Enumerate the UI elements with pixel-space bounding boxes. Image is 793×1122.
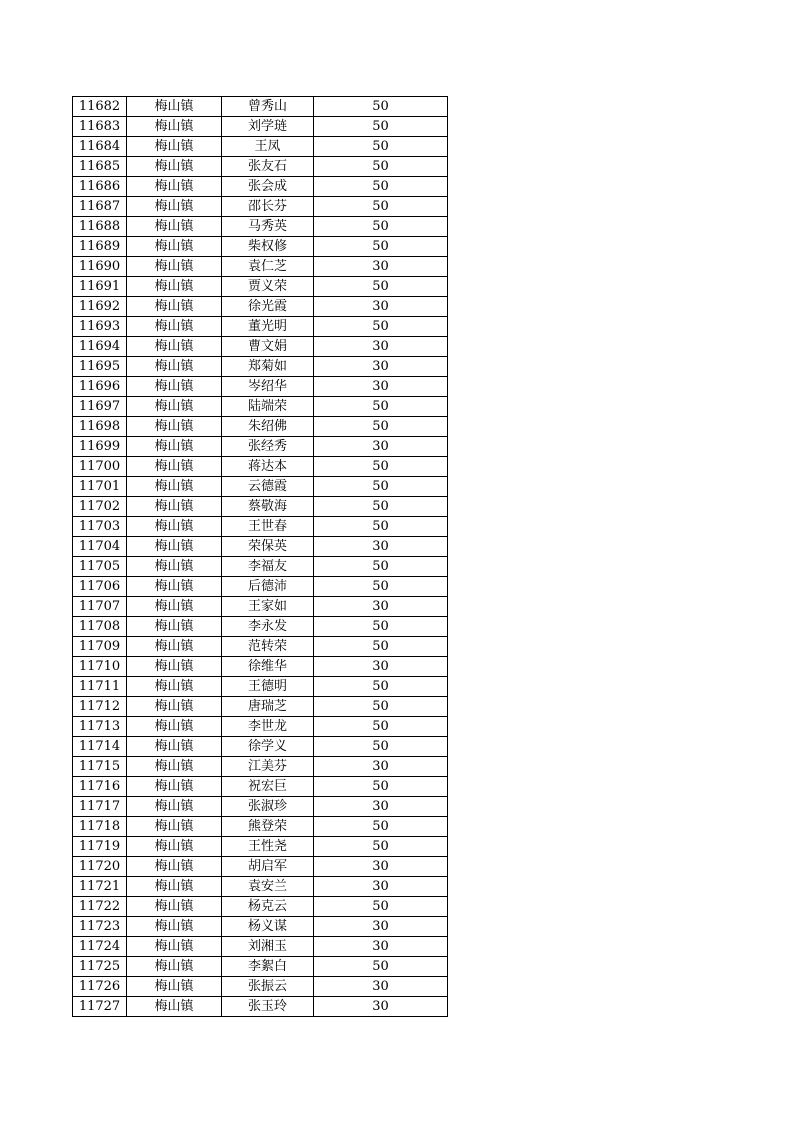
- table-row: [73, 697, 448, 717]
- town-cell: 梅山镇: [127, 757, 222, 777]
- table-row: [73, 137, 448, 157]
- record-id-cell: 11699: [73, 437, 127, 457]
- amount-cell: 50: [314, 637, 448, 657]
- amount-cell: 30: [314, 797, 448, 817]
- town-cell: 梅山镇: [127, 797, 222, 817]
- table-row: [73, 997, 448, 1017]
- record-id-cell: 11695: [73, 357, 127, 377]
- amount-cell: 50: [314, 237, 448, 257]
- town-cell: 梅山镇: [127, 637, 222, 657]
- record-id-cell: 11708: [73, 617, 127, 637]
- person-name-cell: 李福友: [222, 557, 314, 577]
- table-row: [73, 637, 448, 657]
- person-name-cell: 陆端荣: [222, 397, 314, 417]
- table-row: [73, 977, 448, 997]
- amount-cell: 30: [314, 977, 448, 997]
- table-row: [73, 577, 448, 597]
- person-name-cell: 袁仁芝: [222, 257, 314, 277]
- town-cell: 梅山镇: [127, 377, 222, 397]
- town-cell: 梅山镇: [127, 777, 222, 797]
- amount-cell: 50: [314, 197, 448, 217]
- table-row: [73, 537, 448, 557]
- town-cell: 梅山镇: [127, 897, 222, 917]
- table-row: [73, 857, 448, 877]
- amount-cell: 50: [314, 777, 448, 797]
- town-cell: 梅山镇: [127, 837, 222, 857]
- record-id-cell: 11725: [73, 957, 127, 977]
- town-cell: 梅山镇: [127, 117, 222, 137]
- amount-cell: 50: [314, 957, 448, 977]
- person-name-cell: 李絮白: [222, 957, 314, 977]
- person-name-cell: 蒋达本: [222, 457, 314, 477]
- table-row: [73, 197, 448, 217]
- amount-cell: 50: [314, 737, 448, 757]
- table-row: [73, 557, 448, 577]
- record-id-cell: 11719: [73, 837, 127, 857]
- table-row: [73, 717, 448, 737]
- table-row: [73, 737, 448, 757]
- town-cell: 梅山镇: [127, 717, 222, 737]
- record-id-cell: 11700: [73, 457, 127, 477]
- person-name-cell: 王凤: [222, 137, 314, 157]
- table-row: [73, 597, 448, 617]
- person-name-cell: 郑菊如: [222, 357, 314, 377]
- person-name-cell: 岑绍华: [222, 377, 314, 397]
- record-id-cell: 11704: [73, 537, 127, 557]
- amount-cell: 50: [314, 217, 448, 237]
- town-cell: 梅山镇: [127, 957, 222, 977]
- town-cell: 梅山镇: [127, 297, 222, 317]
- table-row: [73, 837, 448, 857]
- person-name-cell: 董光明: [222, 317, 314, 337]
- record-id-cell: 11705: [73, 557, 127, 577]
- table-row: [73, 457, 448, 477]
- record-id-cell: 11720: [73, 857, 127, 877]
- table-row: [73, 897, 448, 917]
- town-cell: 梅山镇: [127, 517, 222, 537]
- amount-cell: 50: [314, 317, 448, 337]
- record-id-cell: 11714: [73, 737, 127, 757]
- amount-cell: 50: [314, 617, 448, 637]
- amount-cell: 30: [314, 857, 448, 877]
- person-name-cell: 贾义荣: [222, 277, 314, 297]
- table-row: [73, 177, 448, 197]
- amount-cell: 30: [314, 297, 448, 317]
- amount-cell: 50: [314, 457, 448, 477]
- person-name-cell: 祝宏巨: [222, 777, 314, 797]
- person-name-cell: 曹文娟: [222, 337, 314, 357]
- person-name-cell: 王性尧: [222, 837, 314, 857]
- record-id-cell: 11697: [73, 397, 127, 417]
- record-id-cell: 11711: [73, 677, 127, 697]
- person-name-cell: 徐学义: [222, 737, 314, 757]
- table-row: [73, 957, 448, 977]
- amount-cell: 50: [314, 497, 448, 517]
- town-cell: 梅山镇: [127, 557, 222, 577]
- table-row: [73, 937, 448, 957]
- amount-cell: 50: [314, 177, 448, 197]
- amount-cell: 50: [314, 677, 448, 697]
- town-cell: 梅山镇: [127, 537, 222, 557]
- person-name-cell: 王世春: [222, 517, 314, 537]
- record-id-cell: 11689: [73, 237, 127, 257]
- town-cell: 梅山镇: [127, 497, 222, 517]
- amount-cell: 50: [314, 517, 448, 537]
- roster-table: [72, 96, 448, 1017]
- record-id-cell: 11723: [73, 917, 127, 937]
- town-cell: 梅山镇: [127, 877, 222, 897]
- table-row: [73, 797, 448, 817]
- town-cell: 梅山镇: [127, 337, 222, 357]
- table-row: [73, 677, 448, 697]
- amount-cell: 30: [314, 917, 448, 937]
- town-cell: 梅山镇: [127, 277, 222, 297]
- table-row: [73, 357, 448, 377]
- record-id-cell: 11721: [73, 877, 127, 897]
- record-id-cell: 11727: [73, 997, 127, 1017]
- town-cell: 梅山镇: [127, 817, 222, 837]
- person-name-cell: 王德明: [222, 677, 314, 697]
- amount-cell: 30: [314, 257, 448, 277]
- town-cell: 梅山镇: [127, 177, 222, 197]
- table-row: [73, 617, 448, 637]
- town-cell: 梅山镇: [127, 657, 222, 677]
- record-id-cell: 11690: [73, 257, 127, 277]
- amount-cell: 50: [314, 717, 448, 737]
- person-name-cell: 张淑珍: [222, 797, 314, 817]
- town-cell: 梅山镇: [127, 917, 222, 937]
- amount-cell: 50: [314, 477, 448, 497]
- person-name-cell: 胡启军: [222, 857, 314, 877]
- town-cell: 梅山镇: [127, 477, 222, 497]
- record-id-cell: 11716: [73, 777, 127, 797]
- amount-cell: 30: [314, 357, 448, 377]
- table-row: [73, 297, 448, 317]
- table-row: [73, 317, 448, 337]
- town-cell: 梅山镇: [127, 937, 222, 957]
- amount-cell: 30: [314, 537, 448, 557]
- table-row: [73, 377, 448, 397]
- record-id-cell: 11726: [73, 977, 127, 997]
- town-cell: 梅山镇: [127, 437, 222, 457]
- town-cell: 梅山镇: [127, 857, 222, 877]
- person-name-cell: 江美芬: [222, 757, 314, 777]
- town-cell: 梅山镇: [127, 397, 222, 417]
- table-row: [73, 877, 448, 897]
- town-cell: 梅山镇: [127, 417, 222, 437]
- table-row: [73, 217, 448, 237]
- amount-cell: 30: [314, 597, 448, 617]
- record-id-cell: 11686: [73, 177, 127, 197]
- table-row: [73, 277, 448, 297]
- amount-cell: 30: [314, 657, 448, 677]
- person-name-cell: 熊登荣: [222, 817, 314, 837]
- person-name-cell: 张玉玲: [222, 997, 314, 1017]
- amount-cell: 30: [314, 437, 448, 457]
- person-name-cell: 张振云: [222, 977, 314, 997]
- table-row: [73, 257, 448, 277]
- person-name-cell: 张经秀: [222, 437, 314, 457]
- amount-cell: 50: [314, 397, 448, 417]
- person-name-cell: 范转荣: [222, 637, 314, 657]
- amount-cell: 30: [314, 757, 448, 777]
- table-row: [73, 417, 448, 437]
- town-cell: 梅山镇: [127, 357, 222, 377]
- table-row: [73, 437, 448, 457]
- person-name-cell: 袁安兰: [222, 877, 314, 897]
- person-name-cell: 张会成: [222, 177, 314, 197]
- amount-cell: 50: [314, 137, 448, 157]
- table-row: [73, 117, 448, 137]
- table-row: [73, 497, 448, 517]
- person-name-cell: 杨义谋: [222, 917, 314, 937]
- amount-cell: 50: [314, 837, 448, 857]
- table-row: [73, 337, 448, 357]
- town-cell: 梅山镇: [127, 977, 222, 997]
- person-name-cell: 刘学琏: [222, 117, 314, 137]
- table-row: [73, 157, 448, 177]
- record-id-cell: 11713: [73, 717, 127, 737]
- town-cell: 梅山镇: [127, 737, 222, 757]
- amount-cell: 50: [314, 577, 448, 597]
- person-name-cell: 马秀英: [222, 217, 314, 237]
- town-cell: 梅山镇: [127, 157, 222, 177]
- amount-cell: 50: [314, 697, 448, 717]
- town-cell: 梅山镇: [127, 677, 222, 697]
- record-id-cell: 11722: [73, 897, 127, 917]
- record-id-cell: 11703: [73, 517, 127, 537]
- town-cell: 梅山镇: [127, 577, 222, 597]
- record-id-cell: 11685: [73, 157, 127, 177]
- person-name-cell: 刘湘玉: [222, 937, 314, 957]
- record-id-cell: 11718: [73, 817, 127, 837]
- town-cell: 梅山镇: [127, 97, 222, 117]
- table-row: [73, 917, 448, 937]
- table-row: [73, 657, 448, 677]
- table-row: [73, 237, 448, 257]
- table-row: [73, 777, 448, 797]
- person-name-cell: 后德沛: [222, 577, 314, 597]
- person-name-cell: 王家如: [222, 597, 314, 617]
- person-name-cell: 李永发: [222, 617, 314, 637]
- amount-cell: 50: [314, 417, 448, 437]
- amount-cell: 50: [314, 277, 448, 297]
- record-id-cell: 11707: [73, 597, 127, 617]
- amount-cell: 30: [314, 937, 448, 957]
- person-name-cell: 徐维华: [222, 657, 314, 677]
- roster-table-body: [73, 97, 448, 1017]
- town-cell: 梅山镇: [127, 697, 222, 717]
- record-id-cell: 11684: [73, 137, 127, 157]
- table-row: [73, 817, 448, 837]
- table-row: [73, 477, 448, 497]
- person-name-cell: 柴权修: [222, 237, 314, 257]
- person-name-cell: 杨克云: [222, 897, 314, 917]
- amount-cell: 50: [314, 817, 448, 837]
- amount-cell: 30: [314, 377, 448, 397]
- record-id-cell: 11710: [73, 657, 127, 677]
- record-id-cell: 11687: [73, 197, 127, 217]
- record-id-cell: 11717: [73, 797, 127, 817]
- amount-cell: 50: [314, 117, 448, 137]
- record-id-cell: 11701: [73, 477, 127, 497]
- record-id-cell: 11693: [73, 317, 127, 337]
- amount-cell: 30: [314, 997, 448, 1017]
- record-id-cell: 11715: [73, 757, 127, 777]
- record-id-cell: 11706: [73, 577, 127, 597]
- amount-cell: 30: [314, 337, 448, 357]
- town-cell: 梅山镇: [127, 197, 222, 217]
- person-name-cell: 徐光霞: [222, 297, 314, 317]
- town-cell: 梅山镇: [127, 317, 222, 337]
- amount-cell: 50: [314, 157, 448, 177]
- town-cell: 梅山镇: [127, 217, 222, 237]
- town-cell: 梅山镇: [127, 457, 222, 477]
- record-id-cell: 11702: [73, 497, 127, 517]
- record-id-cell: 11724: [73, 937, 127, 957]
- person-name-cell: 云德霞: [222, 477, 314, 497]
- table-row: [73, 757, 448, 777]
- person-name-cell: 邵长芬: [222, 197, 314, 217]
- record-id-cell: 11709: [73, 637, 127, 657]
- amount-cell: 50: [314, 557, 448, 577]
- town-cell: 梅山镇: [127, 237, 222, 257]
- table-row: [73, 97, 448, 117]
- record-id-cell: 11696: [73, 377, 127, 397]
- record-id-cell: 11691: [73, 277, 127, 297]
- town-cell: 梅山镇: [127, 137, 222, 157]
- record-id-cell: 11694: [73, 337, 127, 357]
- person-name-cell: 唐瑞芝: [222, 697, 314, 717]
- town-cell: 梅山镇: [127, 997, 222, 1017]
- person-name-cell: 曾秀山: [222, 97, 314, 117]
- amount-cell: 30: [314, 877, 448, 897]
- record-id-cell: 11698: [73, 417, 127, 437]
- amount-cell: 50: [314, 897, 448, 917]
- amount-cell: 50: [314, 97, 448, 117]
- table-row: [73, 397, 448, 417]
- record-id-cell: 11682: [73, 97, 127, 117]
- person-name-cell: 朱绍佛: [222, 417, 314, 437]
- table-row: [73, 517, 448, 537]
- record-id-cell: 11683: [73, 117, 127, 137]
- town-cell: 梅山镇: [127, 617, 222, 637]
- town-cell: 梅山镇: [127, 597, 222, 617]
- record-id-cell: 11692: [73, 297, 127, 317]
- person-name-cell: 张友石: [222, 157, 314, 177]
- person-name-cell: 蔡敬海: [222, 497, 314, 517]
- record-id-cell: 11688: [73, 217, 127, 237]
- record-id-cell: 11712: [73, 697, 127, 717]
- town-cell: 梅山镇: [127, 257, 222, 277]
- person-name-cell: 荣保英: [222, 537, 314, 557]
- person-name-cell: 李世龙: [222, 717, 314, 737]
